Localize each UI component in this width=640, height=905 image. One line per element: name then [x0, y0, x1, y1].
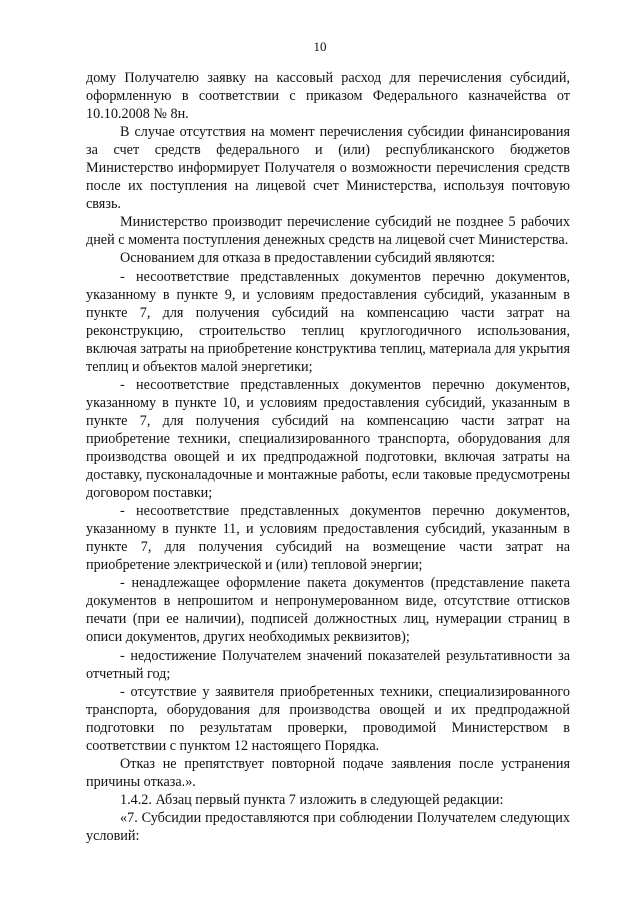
list-item-energy-documents: - несоответствие представленных документов перечню документов, указанному в пункте 11, и условиям предоставления субсидий, указанным в пункте 7, для получения субсидий на возмещение части затрат на приобретение электрической и (или) тепловой энергии; [86, 503, 570, 574]
list-item-equipment-documents: - несоответствие представленных документов перечню документов, указанному в пункте 10, и условиям предоставления субсидий, указанным в пункте 7, для получения субсидий на компенсацию части затрат на приобретение техники, специализированного транспорта, оборудования для производства овощей и их предпродажной подготовки, включая затраты на доставку, пусконаладочные и монтажные работы, если таковые предусмотрены договором поставки; [86, 376, 570, 502]
paragraph-clause-7: «7. Субсидии предоставляются при соблюдении Получателем следующих условий: [86, 809, 570, 844]
paragraph-amendment-1-4-2: 1.4.2. Абзац первый пункта 7 изложить в следующей редакции: [120, 791, 504, 808]
list-item-greenhouse-documents: - несоответствие представленных документов перечню документов, указанному в пункте 9, и условиям предоставления субсидий, указанным в пункте 7, для получения субсидий на компенсацию части затрат на реконструкцию, строительство теплиц круглогодичного использования, включая затраты на приобретение конструктива теплиц, материала для укрытия теплиц и объектов малой энергетики; [86, 268, 570, 375]
page-number: 10 [313, 39, 327, 54]
paragraph-refusal-grounds-heading: Основанием для отказа в предоставлении субсидий являются: [120, 250, 496, 267]
list-item-improper-package: - ненадлежащее оформление пакета документов (представление пакета документов в непрошитом и непронумерованном виде, отсутствие оттисков печати (при ее наличии), подписей должностных лиц, нумерации страниц в описи документов, других необходимых реквизитов); [86, 575, 570, 646]
document-body [86, 69, 570, 845]
paragraph-financing-absence: В случае отсутствия на момент перечисления субсидии финансирования за счет средств федерального и (или) республиканского бюджетов Министерство информирует Получателя о возможности перечисления средств после их поступления на лицевой счет Министерства, используя почтовую связь. [86, 124, 570, 213]
list-item-missing-equipment: - отсутствие у заявителя приобретенных техники, специализированного транспорта, оборудования для производства овощей и их предпродажной подготовки по результатам проверки, проводимой Министерством в соответствии с пунктом 12 настоящего Порядка. [86, 683, 570, 754]
paragraph-continuation: дому Получателю заявку на кассовый расход для перечисления субсидий, оформленную в соответствии с приказом Федерального казначейства от 10.10.2008 № 8н. [86, 70, 570, 123]
list-item-performance-indicators: - недостижение Получателем значений показателей результативности за отчетный год; [86, 647, 570, 682]
paragraph-transfer-deadline: Министерство производит перечисление субсидий не позднее 5 рабочих дней с момента поступления денежных средств на лицевой счет Министерства. [86, 214, 570, 249]
paragraph-reapplication: Отказ не препятствует повторной подаче заявления после устранения причины отказа.». [86, 755, 570, 790]
